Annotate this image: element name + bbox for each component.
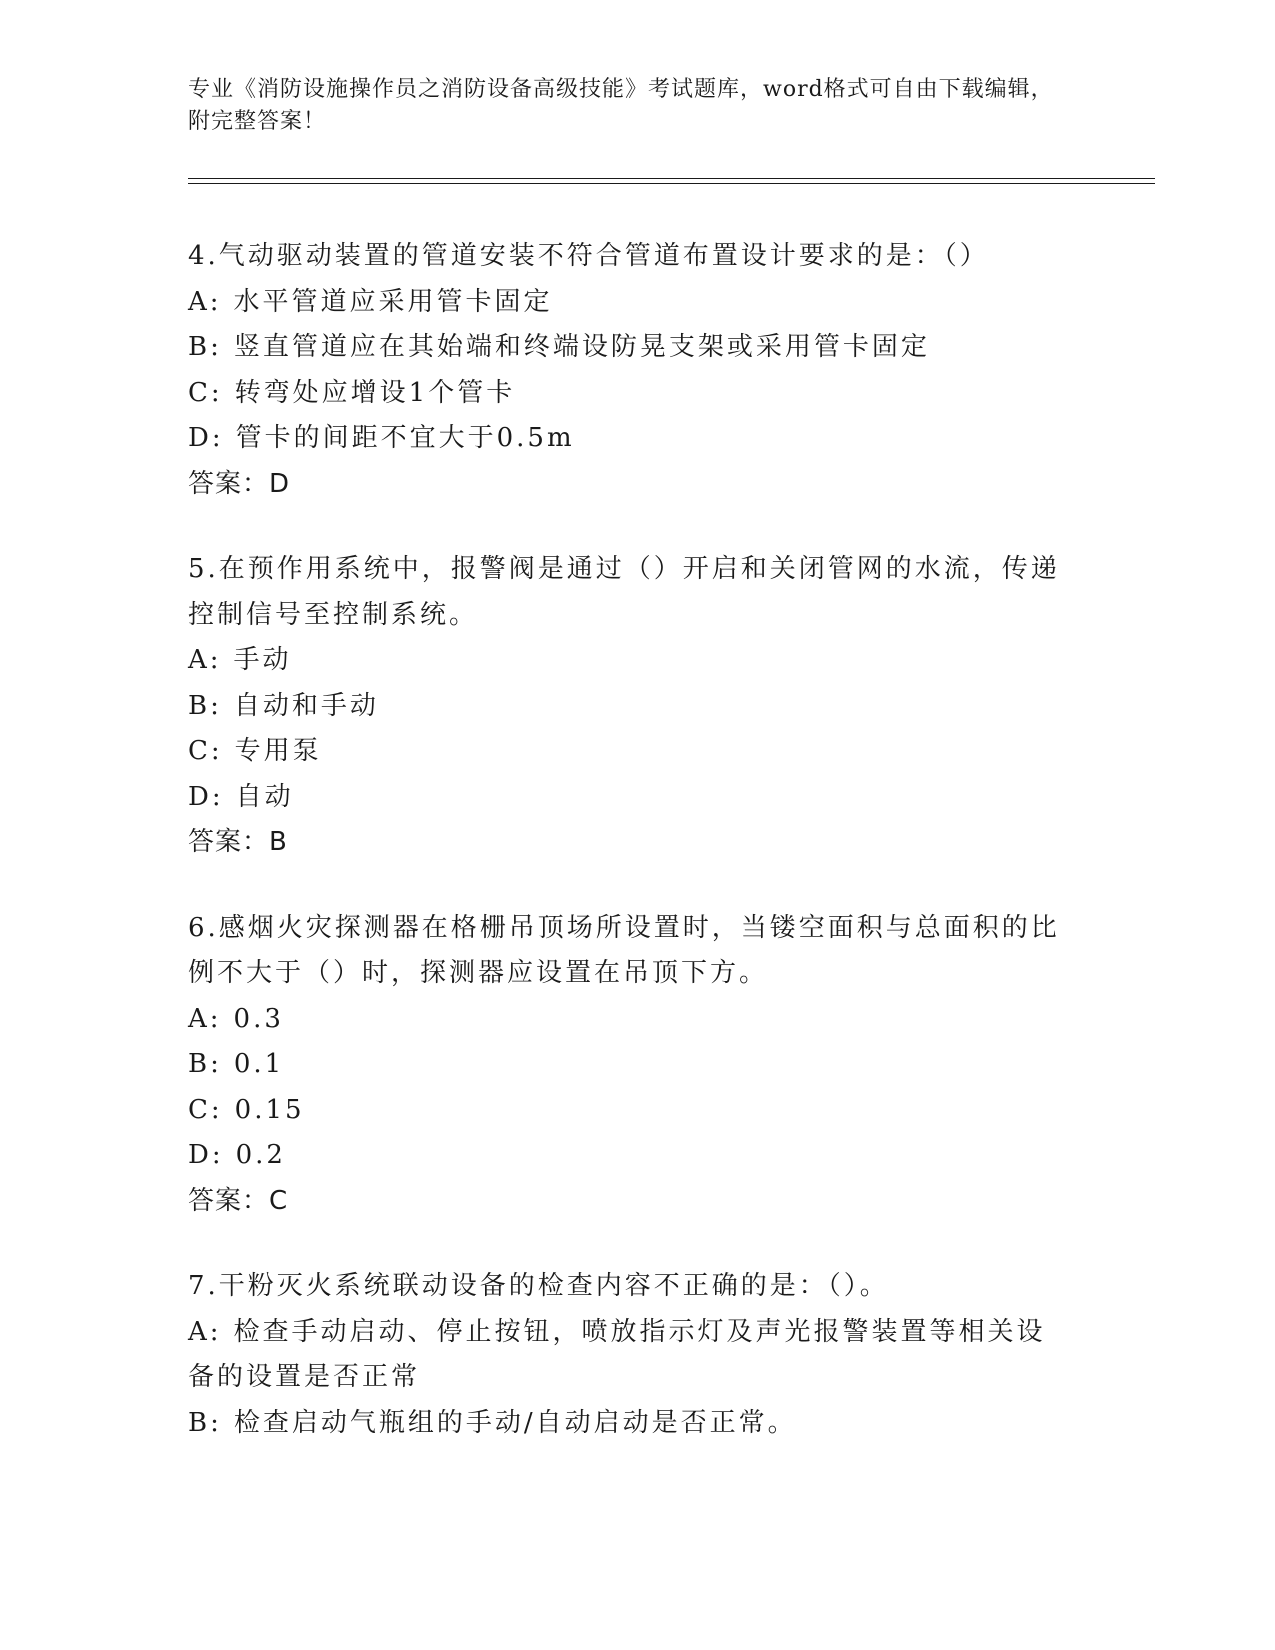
option-text: 转弯处应增设1个管卡 — [234, 377, 516, 408]
option-key: C: — [188, 377, 223, 408]
option-text: 自动 — [235, 781, 294, 812]
option-d — [188, 775, 1068, 821]
option-key: B: — [188, 332, 222, 362]
option-key: B: — [188, 1407, 222, 1438]
header-divider-bottom — [188, 183, 1155, 184]
option-c — [188, 729, 1068, 775]
option-b — [188, 1042, 1068, 1088]
option-a — [188, 280, 1068, 326]
option-key: C: — [188, 736, 223, 766]
option-key: B: — [188, 1049, 222, 1079]
question-list — [188, 234, 1068, 1486]
question-5 — [188, 547, 1068, 866]
question-stem: 4.气动驱动装置的管道安装不符合管道布置设计要求的是：（） — [188, 241, 989, 271]
option-key: D: — [188, 423, 224, 453]
option-text: 0.1 — [233, 1049, 285, 1079]
option-key: B: — [188, 690, 222, 721]
option-a — [188, 997, 1068, 1043]
option-key: A: — [188, 645, 222, 675]
question-6 — [188, 906, 1068, 1225]
option-c — [188, 1088, 1068, 1134]
option-b — [188, 684, 1068, 730]
answer-line: 答案：B — [188, 827, 288, 857]
option-text: 管卡的间距不宜大于0.5m — [235, 423, 575, 453]
question-4 — [188, 234, 1068, 507]
option-d — [188, 416, 1068, 462]
option-text: 0.2 — [235, 1140, 286, 1170]
answer-line: 答案：D — [188, 468, 291, 499]
option-b — [188, 1401, 1068, 1447]
option-d — [188, 1133, 1068, 1179]
option-key: A: — [188, 286, 222, 317]
question-stem: 7.干粉灭火系统联动设备的检查内容不正确的是：（）。 — [188, 1271, 889, 1301]
option-text: 检查手动启动、停止按钮，喷放指示灯及声光报警装置等相关设备的设置是否正常 — [188, 1316, 1046, 1392]
option-key: D: — [188, 1140, 224, 1170]
option-key: A: — [188, 1316, 222, 1347]
header-divider-top — [188, 178, 1155, 179]
option-text: 0.3 — [233, 1003, 284, 1034]
option-key: D: — [188, 781, 224, 812]
option-text: 竖直管道应在其始端和终端设防晃支架或采用管卡固定 — [233, 332, 930, 362]
option-text: 水平管道应采用管卡固定 — [233, 286, 553, 317]
option-key: A: — [188, 1003, 222, 1034]
option-b — [188, 325, 1068, 371]
option-text: 0.15 — [234, 1094, 305, 1125]
option-text: 自动和手动 — [233, 690, 379, 721]
option-a — [188, 1310, 1068, 1401]
question-stem: 5.在预作用系统中，报警阀是通过（）开启和关闭管网的水流，传递控制信号至控制系统。 — [188, 554, 1060, 630]
question-7 — [188, 1264, 1068, 1446]
document-header: 专业《消防设施操作员之消防设备高级技能》考试题库，word格式可自由下载编辑，附完整答案！ — [188, 77, 1054, 134]
option-text: 专用泵 — [234, 736, 322, 766]
question-stem: 6.感烟火灾探测器在格栅吊顶场所设置时，当镂空面积与总面积的比例不大于（）时，探测器应设置在吊顶下方。 — [188, 912, 1060, 988]
option-a — [188, 638, 1068, 684]
option-key: C: — [188, 1094, 223, 1125]
option-text: 检查启动气瓶组的手动/自动启动是否正常。 — [233, 1407, 797, 1438]
option-c — [188, 371, 1068, 417]
option-text: 手动 — [233, 645, 292, 675]
answer-line: 答案：C — [188, 1185, 289, 1216]
